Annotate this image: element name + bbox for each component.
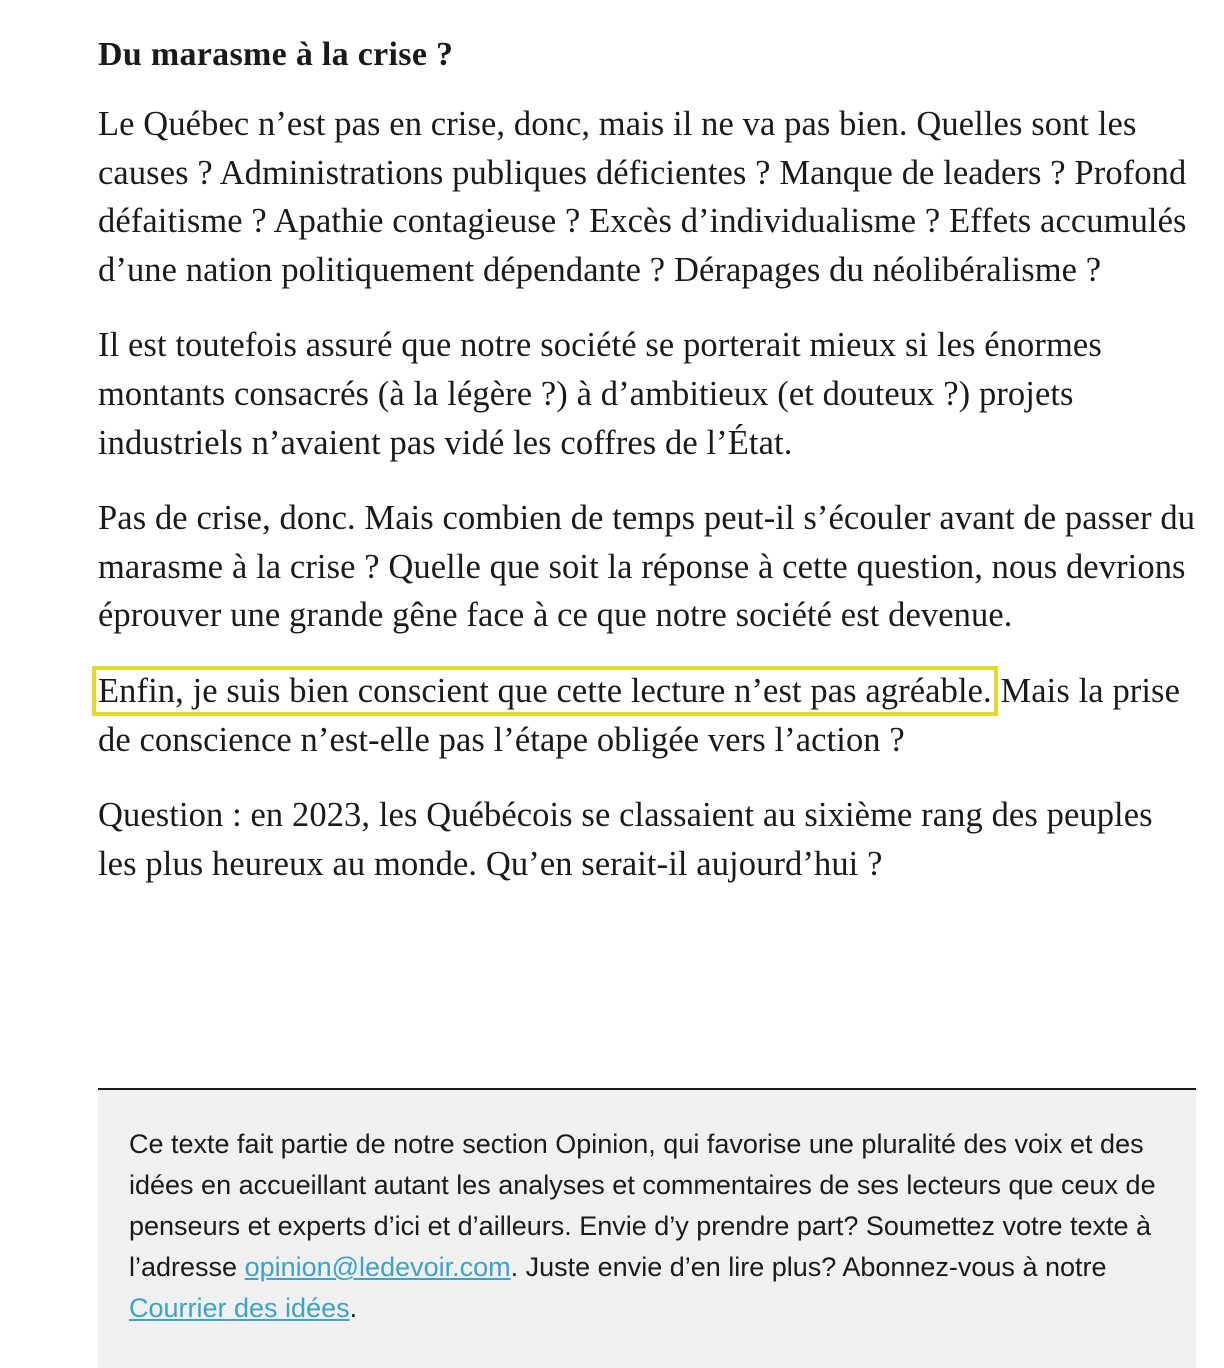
paragraph-awareness-rest: Mais la prise de conscience n’est-elle pas l’étape obligée vers l’action ? [98, 671, 1181, 759]
info-text-part-1: Ce texte fait partie de notre section Opinion, qui favorise une pluralité des voix et des idées en accueillant autant les analyses et commentaires de ses lecteurs que ceux de penseurs et experts d’ici et d’ailleurs. Envie d’y prendre part? Soumettez votre texte à l’adresse [129, 1129, 1156, 1282]
info-text-part-2: . Juste envie d’en lire plus? Abonnez-vous à notre [510, 1252, 1107, 1282]
opinion-info-text [129, 1124, 1166, 1329]
paragraph-awareness [98, 667, 1198, 764]
paragraph-no-crisis: Pas de crise, donc. Mais combien de temps peut-il s’écouler avant de passer du marasme à la crise ? Quelle que soit la réponse à cette question, nous devrions éprouver une grande gêne face à ce que notre société est devenue. [98, 499, 1196, 635]
info-text-part-3: . [349, 1293, 358, 1323]
paragraph-industrial-projects: Il est toutefois assuré que notre société se porterait mieux si les énormes montants consacrés (à la légère ?) à d’ambitieux (et douteux ?) projets industriels n’avaient pas vidé les coffres de l’État. [98, 326, 1102, 462]
paragraph-causes: Le Québec n’est pas en crise, donc, mais il ne va pas bien. Quelles sont les causes ? Administrations publiques déficientes ? Manque de leaders ? Profond défaitisme ? Apathie contagieuse ? Excès d’individualisme ? Effets accumulés d’une nation politiquement dépendante ? Dérapages du néolibéralisme ? [98, 105, 1187, 289]
article-body [98, 30, 1198, 915]
newsletter-link[interactable]: Courrier des idées [129, 1293, 350, 1323]
paragraph-question: Question : en 2023, les Québécois se classaient au sixième rang des peuples les plus heureux au monde. Qu’en serait-il aujourd’hui ? [98, 796, 1153, 883]
section-heading: Du marasme à la crise ? [98, 36, 454, 73]
highlighted-sentence: Enfin, je suis bien conscient que cette lecture n’est pas agréable. [98, 671, 992, 710]
opinion-info-box [98, 1088, 1196, 1368]
email-link[interactable]: opinion@ledevoir.com [244, 1252, 511, 1282]
